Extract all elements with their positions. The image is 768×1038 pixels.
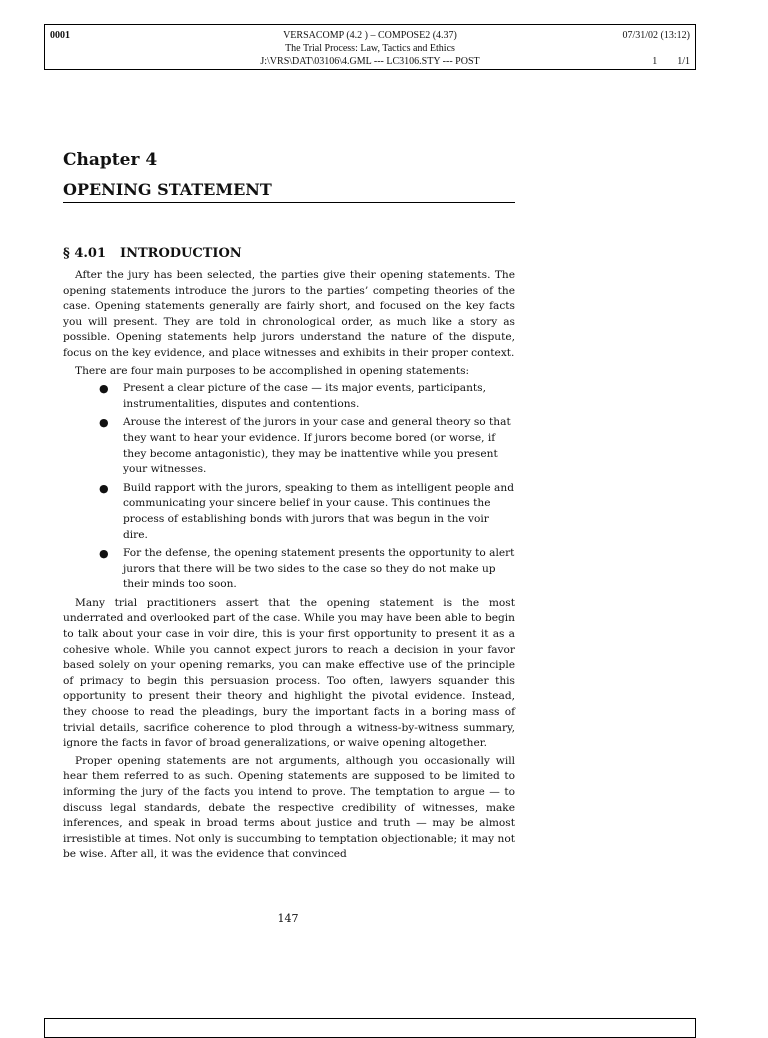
header-line-book-title: The Trial Process: Law, Tactics and Ethics <box>285 43 455 54</box>
list-item <box>99 381 515 412</box>
bullet-icon: ● <box>99 416 109 430</box>
file-id: 0001 <box>50 30 70 41</box>
list-item-text: Present a clear picture of the case — its major events, participants, instrumentalities, disputes and contentions. <box>123 382 486 410</box>
purpose-list <box>63 381 515 593</box>
list-item <box>99 481 515 543</box>
header-page-info <box>652 55 690 68</box>
list-item-text: Build rapport with the jurors, speaking to them as intelligent people and communicating your sincere belief in your cause. This continues the process of establishing bonds with jurors that was begun in the voir dire. <box>123 481 514 541</box>
header-line-software: VERSACOMP (4.2 ) – COMPOSE2 (4.37) <box>283 30 457 41</box>
print-footer-box <box>44 1018 696 1038</box>
bullet-icon: ● <box>99 382 109 396</box>
paragraph: Many trial practitioners assert that the opening statement is the most underrated and overlooked part of the case. While you may have been able to begin to talk about your case in voir dire, this is your first opportunity to present it as a cohesive whole. While you cannot expect jurors to reach a decision in your favor based solely on your opening remarks, you can make effective use of the principle of primacy to begin this persuasion process. Too often, lawyers squander this opportunity to present their theory and highlight the pivotal evidence. Instead, they choose to read the pleadings, bury the important facts in a boring mass of trivial details, sacrifice coherence to plod through a witness-by-witness summary, ignore the facts in favor of broad generalizations, or waive opening altogether. <box>63 596 515 750</box>
header-page-count: 1/1 <box>677 56 690 67</box>
paragraph: After the jury has been selected, the parties give their opening statements. The opening statements introduce the jurors to the parties’ competing theories of the case. Opening statements generally are fairly short, and focused on the key facts you will present. They are told in chronological order, as much like a story as possible. Opening statements help jurors understand the nature of the dispute, focus on the key evidence, and place witnesses and exhibits in their proper context. <box>63 269 515 359</box>
header-date: 07/31/02 (13:12) <box>622 30 690 41</box>
header-page-index: 1 <box>652 56 658 67</box>
bullet-icon: ● <box>99 547 109 561</box>
bullet-icon: ● <box>99 481 109 495</box>
body-text <box>63 268 515 865</box>
chapter-title: OPENING STATEMENT <box>63 180 515 203</box>
page-number: 147 <box>277 912 299 925</box>
list-item <box>99 415 515 477</box>
print-header-box <box>44 24 696 70</box>
list-item-text: Arouse the interest of the jurors in your case and general theory so that they want to hear your evidence. If jurors become bored (or worse, if they become antagonistic), they may be inattentive while you present your witnesses. <box>123 416 511 476</box>
header-info <box>205 29 535 68</box>
section-heading <box>63 246 242 261</box>
paragraph: Proper opening statements are not arguments, although you occasionally will hear them referred to as such. Opening statements are supposed to be limited to informing the jury of the facts you intend to prove. The temptation to argue — to discuss legal standards, debate the respective credibility of witnesses, make inferences, and speak in broad terms about justice and truth — may be almost irresistible at times. Not only is succumbing to temptation objectionable; it may not be wise. After all, it was the evidence that convinced <box>63 754 515 861</box>
section-number: § 4.01 <box>63 246 106 261</box>
chapter-label: Chapter 4 <box>63 150 158 170</box>
paragraph: There are four main purposes to be accomplished in opening statements: <box>75 364 470 377</box>
header-line-file-path: J:\VRS\DAT\03106\4.GML --- LC3106.STY --- POST <box>260 56 480 67</box>
section-title: INTRODUCTION <box>120 246 242 261</box>
list-item-text: For the defense, the opening statement presents the opportunity to alert jurors that there will be two sides to the case so they do not make up their minds too soon. <box>123 547 515 591</box>
list-item <box>99 546 515 593</box>
